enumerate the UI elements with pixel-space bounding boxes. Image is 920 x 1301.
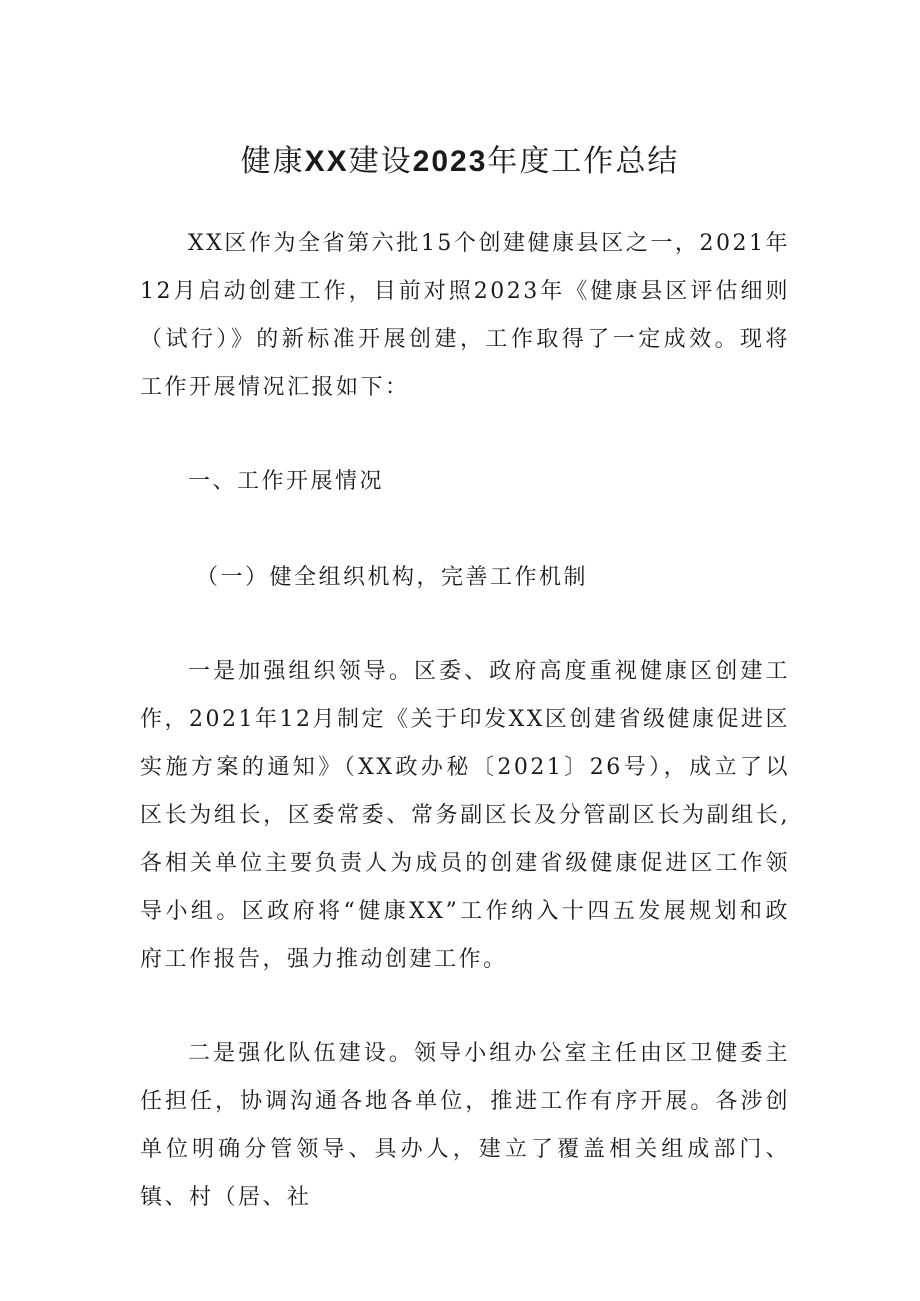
title-suffix: 年度工作总结 bbox=[487, 144, 680, 179]
subsection-heading: （一）健全组织机构，完善工作机制 bbox=[196, 565, 589, 590]
title-prefix: 健康 bbox=[240, 144, 305, 179]
body-paragraph-1: 一是加强组织领导。区委、政府高度重视健康区创建工作，2021年12月制定《关于印发XX区创建省级健康促进区实施方案的通知》（XX政办秘〔2021〕26号），成立了以区长为组长，区委常委、常务副区长及分管副区长为副组长,各相关单位主要负责人为成员的创建省级健康促进区工作领导小组。区政府将“健康XX”工作纳入十四五发展规划和政府工作报告，强力推动创建工作。 bbox=[140, 659, 790, 972]
intro-paragraph: XX区作为全省第六批15个创建健康县区之一，2021年12月启动创建工作，目前对照2023年《健康县区评估细则（试行）》的新标准开展创建，工作取得了一定成效。现将工作开展情况汇报如下： bbox=[140, 231, 790, 400]
title-placeholder: XX bbox=[304, 145, 349, 178]
title-year: 2023 bbox=[412, 145, 488, 178]
body-paragraph-2: 二是强化队伍建设。领导小组办公室主任由区卫健委主任担任，协调沟通各地各单位，推进工作有序开展。各涉创单位明确分管领导、具办人，建立了覆盖相关组成部门、镇、村（居、社 bbox=[140, 1041, 790, 1210]
section-heading: 一、工作开展情况 bbox=[188, 469, 385, 494]
title-mid: 建设 bbox=[348, 144, 413, 179]
document-title bbox=[0, 138, 920, 186]
